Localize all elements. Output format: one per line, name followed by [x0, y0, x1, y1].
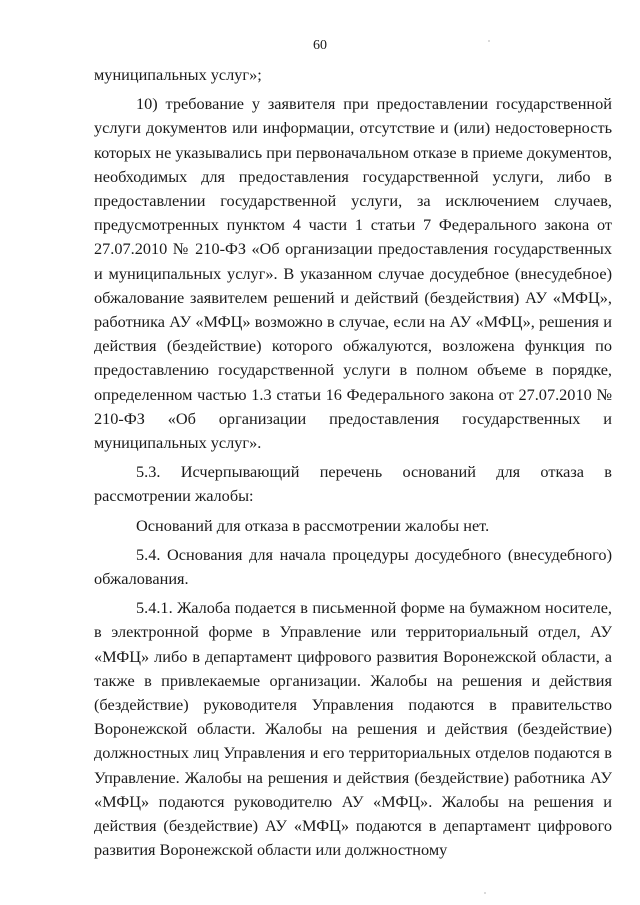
paragraph-5-4-1: 5.4.1. Жалоба подается в письменной форме на бумажном носителе, в электронной форме в Управление или территориальный отдел, АУ «МФЦ» либо в департамент цифрового развития Воронежской области, а также в привлекаемые организации. Жалобы на решения и действия (бездействие) руководителя Управления подаются в правительство Воронежской области. Жалобы на решения и действия (бездействие) должностных лиц Управления и его территориальных отделов подаются в Управление. Жалобы на решения и действия (бездействие) работника АУ «МФЦ» подаются руководителю АУ «МФЦ». Жалобы на решения и действия (бездействие) АУ «МФЦ» подаются в департамент цифрового развития Воронежской области или должностному: [94, 598, 612, 860]
paragraph-5-3: 5.3. Исчерпывающий перечень оснований для отказа в рассмотрении жалобы:: [94, 462, 612, 506]
scan-speck: [488, 40, 490, 42]
paragraph-item-10: 10) требование у заявителя при предоставлении государственной услуги документов или информации, отсутствие и (или) недостоверность которых не указывались при первоначальном отказе в приеме документов, необходимых для предоставления государственной услуги, либо в предоставлении государственной услуги, за исключением случаев, предусмотренных пунктом 4 части 1 статьи 7 Федерального закона от 27.07.2010 № 210-ФЗ «Об организации предоставления государственных и муниципальных услуг». В указанном случае досудебное (внесудебное) обжалование заявителем решений и действий (бездействия) АУ «МФЦ», работника АУ «МФЦ» возможно в случае, если на АУ «МФЦ», решения и действия (бездействие) которого обжалуются, возложена функция по предоставлению государственной услуги в полном объеме в порядке, определенном частью 1.3 статьи 16 Федерального закона от 27.07.2010 № 210-ФЗ «Об организации предоставления государственных и муниципальных услуг».: [94, 94, 612, 453]
paragraph-no-grounds: Оснований для отказа в рассмотрении жалобы нет.: [136, 515, 490, 535]
scan-speck: [484, 892, 486, 894]
document-body: [94, 63, 612, 863]
paragraph-continuation: муниципальных услуг»;: [94, 65, 262, 84]
paragraph-5-4: 5.4. Основания для начала процедуры досудебного (внесудебного) обжалования.: [94, 544, 612, 589]
page-number: 60: [313, 38, 327, 53]
